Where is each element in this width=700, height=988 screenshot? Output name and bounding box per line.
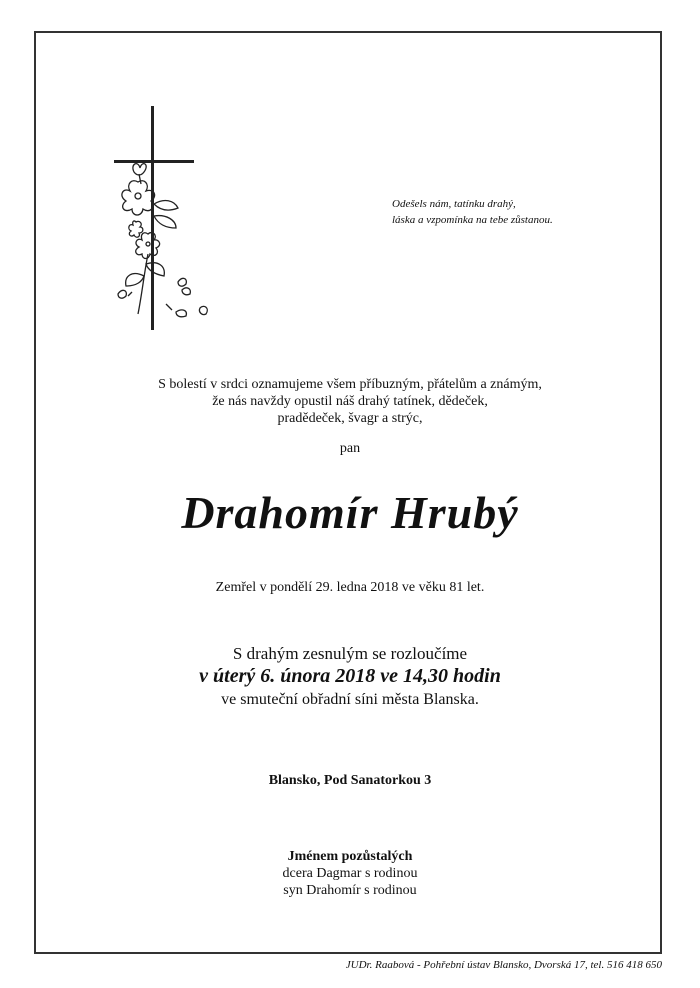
- death-notice: Zemřel v pondělí 29. ledna 2018 ve věku 81 let.: [215, 580, 485, 595]
- farewell-location: ve smuteční obřadní síni města Blanska.: [221, 691, 479, 708]
- mourners-heading: Jménem pozůstalých: [287, 849, 413, 864]
- farewell-date-time: v úterý 6. února 2018 ve 14,30 hodin: [199, 665, 501, 687]
- memorial-verse-line-2: láska a vzpomínka na tebe zůstanou.: [392, 214, 553, 226]
- announcement-line-2: že nás navždy opustil náš drahý tatínek, dědeček,: [212, 394, 488, 409]
- memorial-verse: [392, 196, 553, 228]
- mourners-block: [34, 848, 666, 899]
- cross-with-flowers-icon: [108, 104, 218, 334]
- mourner-item: syn Drahomír s rodinou: [283, 883, 417, 898]
- deceased-name: Drahomír Hrubý: [181, 487, 519, 538]
- announcement-line-1: S bolestí v srdci oznamujeme všem příbuzným, přátelům a známým,: [158, 377, 542, 392]
- home-address: Blansko, Pod Sanatorkou 3: [268, 773, 432, 788]
- announcement-line-3: pradědeček, švagr a strýc,: [277, 411, 423, 426]
- memorial-verse-line-1: Odešels nám, tatínku drahý,: [392, 198, 516, 210]
- funeral-home-footer: JUDr. Raabová - Pohřební ústav Blansko, Dvorská 17, tel. 516 418 650: [345, 959, 662, 971]
- mourner-item: dcera Dagmar s rodinou: [282, 866, 418, 881]
- farewell-line-1: S drahým zesnulým se rozloučíme: [232, 644, 468, 663]
- announcement-text: [34, 376, 666, 427]
- salutation: pan: [339, 441, 361, 456]
